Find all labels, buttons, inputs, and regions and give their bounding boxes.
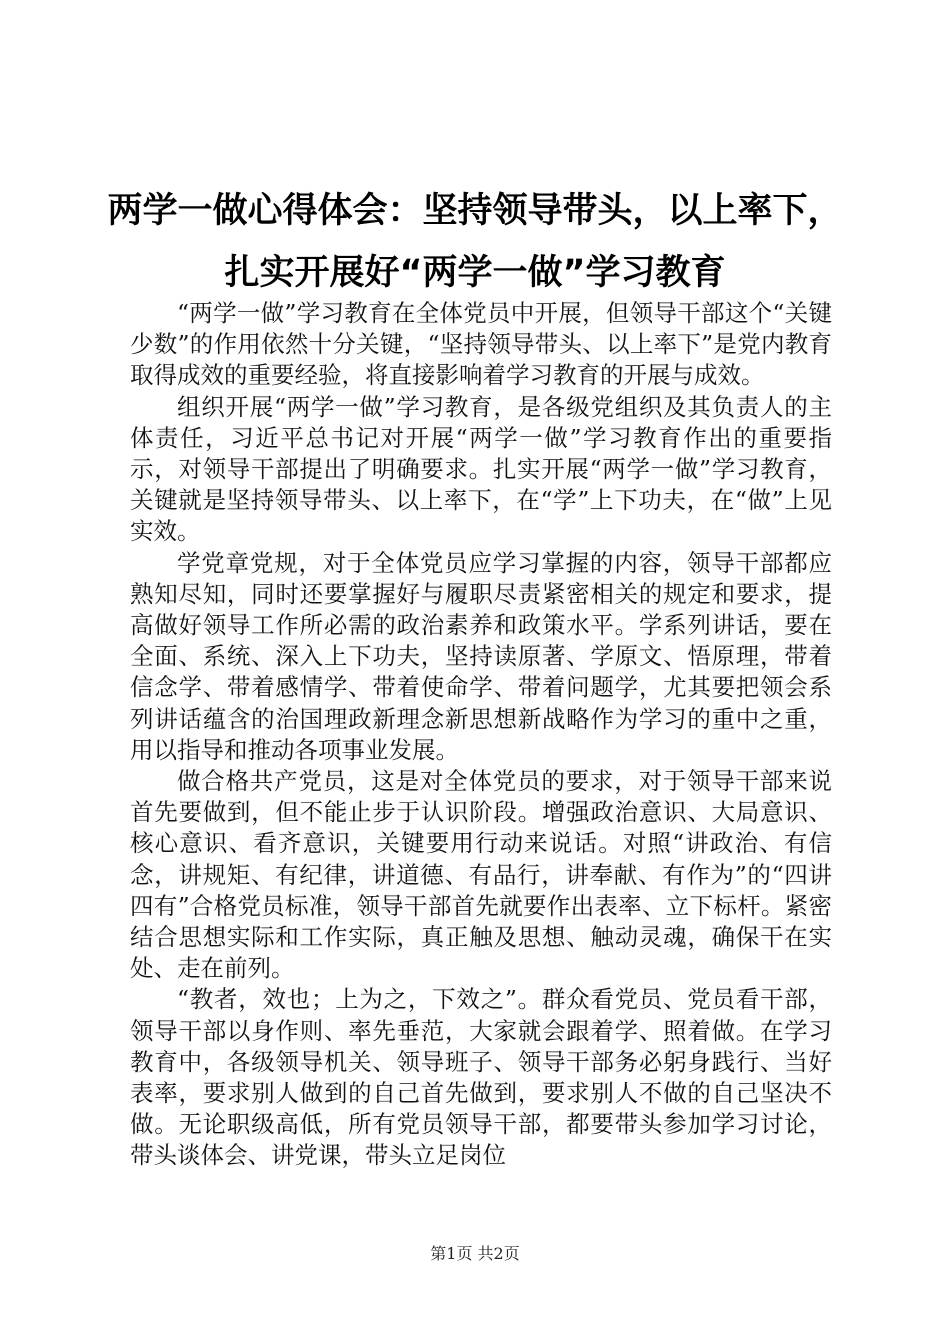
paragraph: 做合格共产党员，这是对全体党员的要求，对于领导干部来说首先要做到，但不能止步于认识阶段。增强政治意识、大局意识、核心意识、看齐意识，关键要用行动来说话。对照“讲政治、有信念，讲规矩、有纪律，讲道德、有品行，讲奉献、有作为”的“四讲四有”合格党员标准，领导干部首先就要作出表率、立下标杆。紧密结合思想实际和工作实际，真正触及思想、触动灵魂，确保干在实处、走在前列。 bbox=[130, 767, 832, 983]
paragraph: 学党章党规，对于全体党员应学习掌握的内容，领导干部都应熟知尽知，同时还要掌握好与履职尽责紧密相关的规定和要求，提高做好领导工作所必需的政治素养和政策水平。学系列讲话，要在全面、系统、深入上下功夫，坚持读原著、学原文、悟原理，带着信念学、带着感情学、带着使命学、带着问题学，尤其要把领会系列讲话蕴含的治国理政新理念新思想新战略作为学习的重中之重，用以指导和推动各项事业发展。 bbox=[130, 548, 832, 764]
title-line-2: 扎实开展好“两学一做”学习教育 bbox=[224, 253, 726, 293]
paragraph: 组织开展“两学一做”学习教育，是各级党组织及其负责人的主体责任，习近平总书记对开展“两学一做”学习教育作出的重要指示，对领导干部提出了明确要求。扎实开展“两学一做”学习教育，关键就是坚持领导带头、以上率下，在“学”上下功夫，在“做”上见实效。 bbox=[130, 392, 832, 546]
paragraph: “教者，效也；上为之，下效之”。群众看党员、党员看干部，领导干部以身作则、率先垂范，大家就会跟着学、照着做。在学习教育中，各级领导机关、领导班子、领导干部务必躬身践行、当好表率，要求别人做到的自己首先做到，要求别人不做的自己坚决不做。无论职级高低，所有党员领导干部，都要带头参加学习讨论，带头谈体会、讲党课，带头立足岗位 bbox=[130, 985, 832, 1170]
document-title bbox=[60, 180, 890, 304]
title-line-1: 两学一做心得体会：坚持领导带头，以上率下， bbox=[107, 191, 843, 231]
document-body bbox=[130, 298, 832, 1172]
page-footer: 第1页 共2页 bbox=[430, 1244, 520, 1263]
paragraph: “两学一做”学习教育在全体党员中开展，但领导干部这个“关键少数”的作用依然十分关键，“坚持领导带头、以上率下”是党内教育取得成效的重要经验，将直接影响着学习教育的开展与成效。 bbox=[130, 299, 832, 390]
